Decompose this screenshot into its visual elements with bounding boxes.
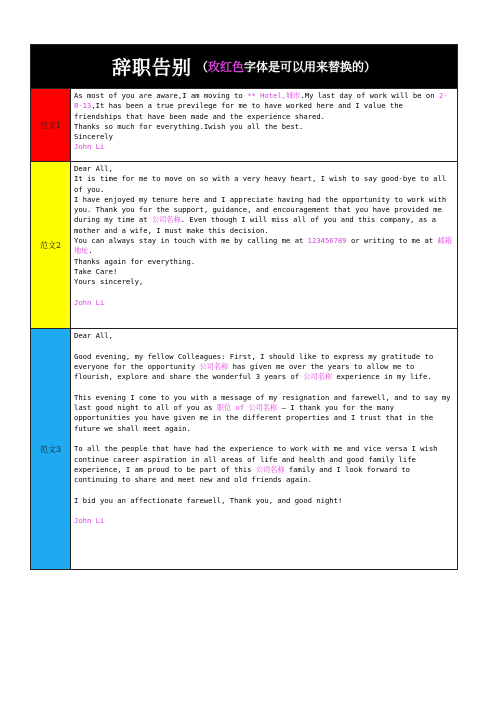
sample2-paragraph-1: It is time for me to move on so with a very heavy heart, I wish to say good-bye to all of you. [74, 174, 447, 194]
text-span: ,It has been a true previlege for me to have worked here and I value the friendships that have been made and the experience shared. [74, 101, 403, 121]
title-note-highlight: 玫红色 [208, 60, 245, 74]
sample2-paragraph-2 [74, 195, 454, 236]
text-span: has given me over the years to allow me to flourish, explore and share the wonderful 3 years of [74, 361, 415, 382]
replaceable-text: 邮箱地址 [74, 236, 452, 256]
replaceable-text: 123456789 [307, 236, 347, 246]
text-span: – I thank you for the many opportunities you have given me in the different properties and I trust that in the future we shall meet again. [74, 403, 434, 433]
spacer [74, 434, 454, 444]
sample2-signature: John Li [74, 297, 105, 307]
replaceable-text: 公司名称 [151, 215, 181, 225]
spacer [74, 341, 454, 351]
sample1-closing: Sincerely [74, 132, 113, 142]
sample2-greeting: Dear All, [74, 164, 113, 173]
title-bar [31, 45, 457, 89]
sample-row-2 [31, 162, 457, 329]
sample-content-1[interactable] [71, 89, 457, 161]
spacer [74, 485, 454, 495]
title-note-rest: 字体是可以用来替换的） [244, 60, 377, 74]
text-span: . [88, 246, 93, 256]
sample-row-3 [31, 329, 457, 569]
text-span: This evening I come to you with a message of my resignation and farewell, and to say my last good night to all of you as [74, 392, 451, 413]
sample-content-3[interactable] [71, 329, 457, 569]
spacer [74, 288, 454, 298]
text-span: I have enjoyed my tenure here and I appreciate having had the opportunity to work with you. Thank you for the support, guidance, and encouragement that you have provided me during my time at [74, 194, 447, 225]
text-span: You can always stay in touch with me by calling me at [74, 236, 308, 246]
text-span: experience in my life. [332, 372, 432, 382]
text-span: or writing to me at [346, 236, 438, 246]
sample3-signature: John Li [74, 516, 105, 526]
text-span: family and I look forward to continuing to share and meet new and old friends again. [74, 464, 411, 485]
sample2-take-care: Take Care! [74, 266, 118, 276]
sample2-closing: Yours sincerely, [74, 277, 144, 287]
sample1-signature: John Li [74, 142, 105, 152]
text-span: . Even though I will miss all of you and this company, as a mother and a wife, I must make this decision. [74, 215, 436, 235]
sample1-thanks: Thanks so much for everything.Iwish you all the best. [74, 121, 304, 131]
spacer [74, 382, 454, 392]
replaceable-text: 公司名称 [199, 361, 229, 371]
sample3-greeting: Dear All, [74, 331, 113, 340]
sample3-paragraph-3 [74, 444, 454, 485]
sample3-farewell: I bid you an affectionate farewell, Thank you, and good night! [74, 495, 343, 505]
sample3-paragraph-1 [74, 352, 454, 383]
title-note-open: （ [195, 60, 208, 74]
replaceable-text: 公司名称 [303, 372, 333, 382]
sample-label-2: 范文2 [31, 162, 71, 328]
title-note [196, 58, 376, 75]
replaceable-text: 2-8-13 [74, 91, 448, 111]
text-span: As most of you are aware,I am moving to [74, 91, 248, 100]
replaceable-text: 职位 of 公司名称 [216, 403, 278, 413]
sample-label-1: 范文1 [31, 89, 71, 161]
spacer [74, 506, 454, 516]
sample2-thanks: Thanks again for everything. [74, 256, 196, 266]
text-span: .My last day of work will be on [300, 91, 439, 100]
sample-content-2[interactable] [71, 162, 457, 328]
sample-row-1 [31, 89, 457, 162]
sample3-paragraph-2 [74, 393, 454, 434]
replaceable-text: 公司名称 [255, 464, 285, 474]
page-title: 辞职告别 [111, 57, 192, 79]
text-span: To all the people that have had the experience to work with me and vice versa I wish continue career aspiration in all areas of life and health and good family life experience, I am proud to be part of this [74, 444, 438, 474]
sample1-paragraph [74, 91, 454, 122]
sample-label-3: 范文3 [31, 329, 71, 569]
replaceable-text: ** Hotel,城市 [247, 91, 301, 100]
text-span: Good evening, my fellow Colleagues: First, I should like to express my gratitude to everyone for the opportunity [74, 351, 434, 371]
resignation-sheet [30, 44, 458, 570]
sample2-paragraph-3 [74, 236, 454, 257]
